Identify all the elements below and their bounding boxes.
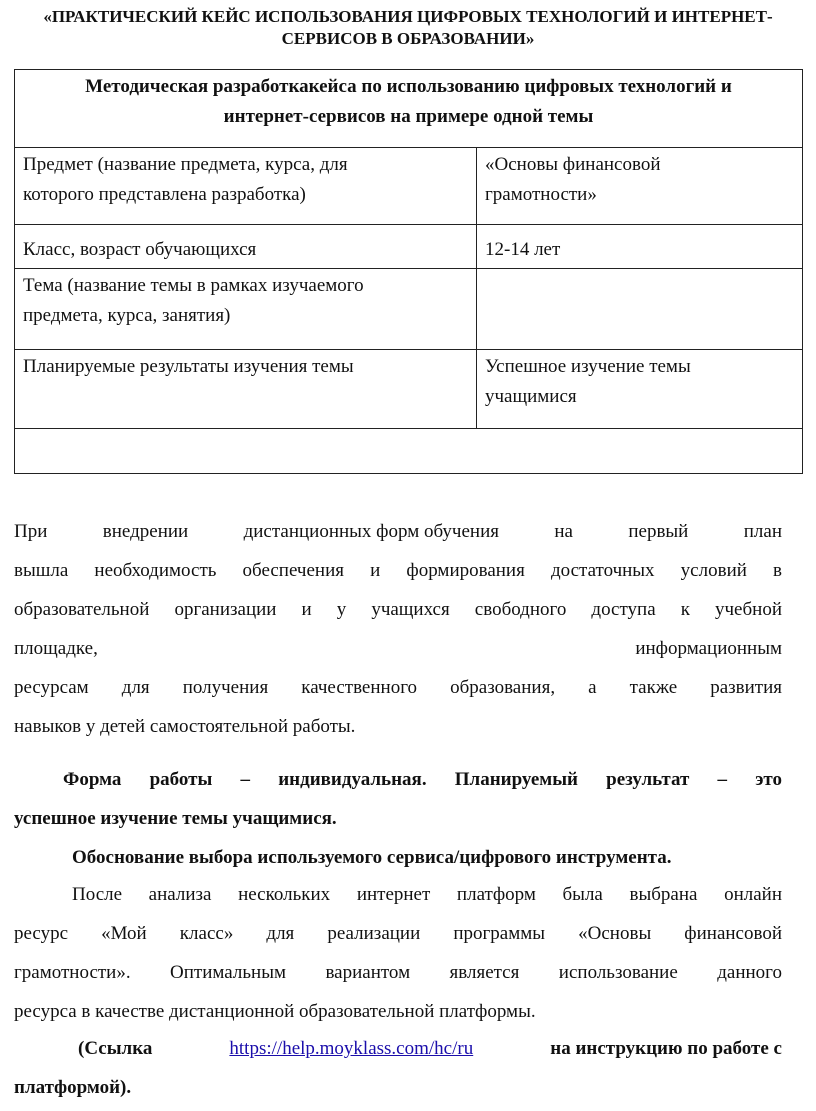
cell-line: которого представлена разработка) bbox=[23, 184, 306, 205]
row-value-results bbox=[477, 350, 803, 429]
document-title bbox=[10, 6, 806, 50]
word: площадке, bbox=[14, 638, 98, 659]
row-value-subject bbox=[477, 148, 803, 225]
row-label-topic bbox=[15, 269, 477, 350]
word: дистанционных форм обучения bbox=[243, 521, 499, 542]
link-prefix: (Ссылка bbox=[78, 1038, 153, 1059]
paragraph-4-line-1: После анализа нескольких интернет платформ была выбрана онлайн bbox=[72, 884, 782, 905]
cell-line: Класс, возраст обучающихся bbox=[23, 239, 257, 260]
word: на bbox=[554, 521, 573, 542]
paragraph-4-line-2: ресурс «Мой класс» для реализации программы «Основы финансовой bbox=[14, 923, 782, 944]
paragraph-5-line-1 bbox=[78, 1038, 782, 1060]
table-row-empty bbox=[15, 429, 803, 474]
table-row bbox=[15, 225, 803, 269]
link-suffix: на инструкцию по работе с bbox=[550, 1038, 782, 1059]
row-value-class bbox=[477, 225, 803, 269]
word: информационным bbox=[635, 638, 782, 659]
row-value-topic bbox=[477, 269, 803, 350]
table-heading bbox=[15, 70, 803, 148]
row-label-class bbox=[15, 225, 477, 269]
paragraph-1-line-5: ресурсам для получения качественного образования, а также развития bbox=[14, 677, 782, 698]
help-link[interactable]: https://help.moyklass.com/hc/ru bbox=[229, 1038, 474, 1059]
empty-cell bbox=[15, 429, 803, 474]
paragraph-1-line-1 bbox=[14, 521, 782, 543]
cell-line: «Основы финансовой bbox=[485, 154, 661, 175]
table-row bbox=[15, 148, 803, 225]
cell-line: Успешное изучение темы bbox=[485, 356, 691, 377]
table-row bbox=[15, 269, 803, 350]
cell-line: Предмет (название предмета, курса, для bbox=[23, 154, 348, 175]
paragraph-1-line-3: образовательной организации и у учащихся свободного доступа к учебной bbox=[14, 599, 782, 620]
title-line-1: «ПРАКТИЧЕСКИЙ КЕЙС ИСПОЛЬЗОВАНИЯ ЦИФРОВЫХ ТЕХНОЛОГИЙ И ИНТЕРНЕТ- bbox=[43, 7, 773, 26]
case-table bbox=[14, 69, 803, 474]
cell-line: предмета, курса, занятия) bbox=[23, 305, 231, 326]
paragraph-4-line-4: ресурса в качестве дистанционной образовательной платформы. bbox=[14, 1001, 536, 1022]
paragraph-2-line-1: Форма работы – индивидуальная. Планируемый результат – это bbox=[63, 769, 782, 790]
cell-line: учащимися bbox=[485, 386, 577, 407]
table-row bbox=[15, 350, 803, 429]
title-line-2: СЕРВИСОВ В ОБРАЗОВАНИИ» bbox=[281, 29, 535, 48]
cell-line: Планируемые результаты изучения темы bbox=[23, 356, 354, 377]
paragraph-1-line-2: вышла необходимость обеспечения и формирования достаточных условий в bbox=[14, 560, 782, 581]
cell-line: грамотности» bbox=[485, 184, 597, 205]
row-label-subject bbox=[15, 148, 477, 225]
word: внедрении bbox=[102, 521, 189, 542]
paragraph-5-line-2: платформой). bbox=[14, 1077, 132, 1098]
table-heading-line-2: интернет-сервисов на примере одной темы bbox=[223, 106, 594, 127]
table-heading-line-1: Методическая разработкакейса по использованию цифровых технологий и bbox=[85, 76, 732, 97]
cell-line: Тема (название темы в рамках изучаемого bbox=[23, 275, 364, 296]
paragraph-2-line-2: успешное изучение темы учащимися. bbox=[14, 808, 337, 829]
row-label-results bbox=[15, 350, 477, 429]
paragraph-1-line-6: навыков у детей самостоятельной работы. bbox=[14, 716, 356, 737]
cell-line: 12-14 лет bbox=[485, 239, 561, 260]
word: При bbox=[14, 521, 48, 542]
word: первый bbox=[628, 521, 689, 542]
word: план bbox=[743, 521, 782, 542]
paragraph-3-line-1: Обоснование выбора используемого сервиса/цифрового инструмента. bbox=[72, 847, 672, 868]
paragraph-1-line-4 bbox=[14, 638, 782, 660]
paragraph-4-line-3: грамотности». Оптимальным вариантом является использование данного bbox=[14, 962, 782, 983]
